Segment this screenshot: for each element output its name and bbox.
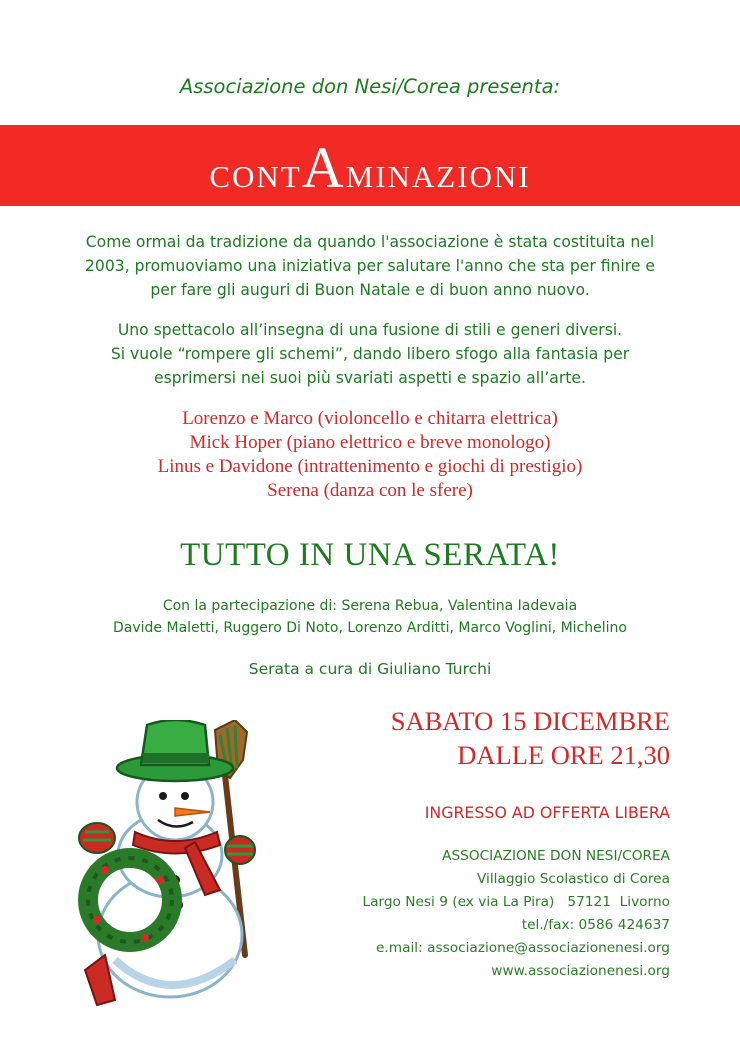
tagline: TUTTO IN UNA SERATA! xyxy=(180,537,560,573)
intro-line: Come ormai da tradizione da quando l'associazione è stata costituita nel xyxy=(85,233,655,251)
event-title xyxy=(0,135,740,203)
description-line: esprimersi nei suoi più svariati aspetti e spazio all’arte. xyxy=(154,369,586,387)
participants-line: Davide Maletti, Ruggero Di Noto, Lorenzo Arditti, Marco Voglini, Michelino xyxy=(113,620,627,636)
intro-line: per fare gli auguri di Buon Natale e di buon anno nuovo. xyxy=(150,281,590,299)
description-line: Uno spettacolo all’insegna di una fusione di stili e generi diversi. xyxy=(117,321,623,339)
presenter-line: Associazione don Nesi/Corea presenta: xyxy=(179,75,561,98)
contact-phone: tel./fax: 0586 424637 xyxy=(521,917,670,933)
event-title-part-2: minazioni xyxy=(345,148,531,197)
contact-line: Villaggio Scolastico di Corea xyxy=(476,871,670,887)
description-line: Si vuole “rompere gli schemi”, dando libero sfogo alla fantasia per xyxy=(110,345,630,363)
performer-item: Serena (danza con le sfere) xyxy=(267,480,473,501)
event-title-part-1: cont xyxy=(209,148,302,197)
performers-list xyxy=(30,407,710,503)
performer-item: Mick Hoper (piano elettrico e breve monologo) xyxy=(189,432,551,453)
contact-address: Largo Nesi 9 (ex via La Pira) 57121 Livorno xyxy=(362,894,670,910)
contact-org-name: ASSOCIAZIONE DON NESI/COREA xyxy=(442,848,670,864)
participants-line: Con la partecipazione di: Serena Rebua, Valentina Iadevaia xyxy=(162,598,578,614)
curator-line: Serata a cura di Giuliano Turchi xyxy=(248,660,492,678)
intro-line: 2003, promuoviamo una iniziativa per salutare l'anno che sta per finire e xyxy=(85,257,655,275)
performer-item: Lorenzo e Marco (violoncello e chitarra elettrica) xyxy=(182,408,558,429)
snowman-illustration xyxy=(75,720,280,1010)
contact-email[interactable]: e.mail: associazione@associazionenesi.org xyxy=(376,940,670,956)
participants xyxy=(30,595,710,639)
intro-paragraph xyxy=(30,230,710,302)
description-paragraph xyxy=(30,318,710,390)
event-title-big-letter: A xyxy=(301,135,346,200)
performer-item: Linus e Davidone (intrattenimento e giochi di prestigio) xyxy=(157,456,583,477)
event-date xyxy=(391,704,670,772)
entry-note: INGRESSO AD OFFERTA LIBERA xyxy=(424,803,670,822)
contact-block xyxy=(362,845,670,983)
event-date-time: DALLE ORE 21,30 xyxy=(457,740,670,770)
contact-website[interactable]: www.associazionenesi.org xyxy=(491,963,670,979)
event-date-day: SABATO 15 DICEMBRE xyxy=(390,706,670,736)
